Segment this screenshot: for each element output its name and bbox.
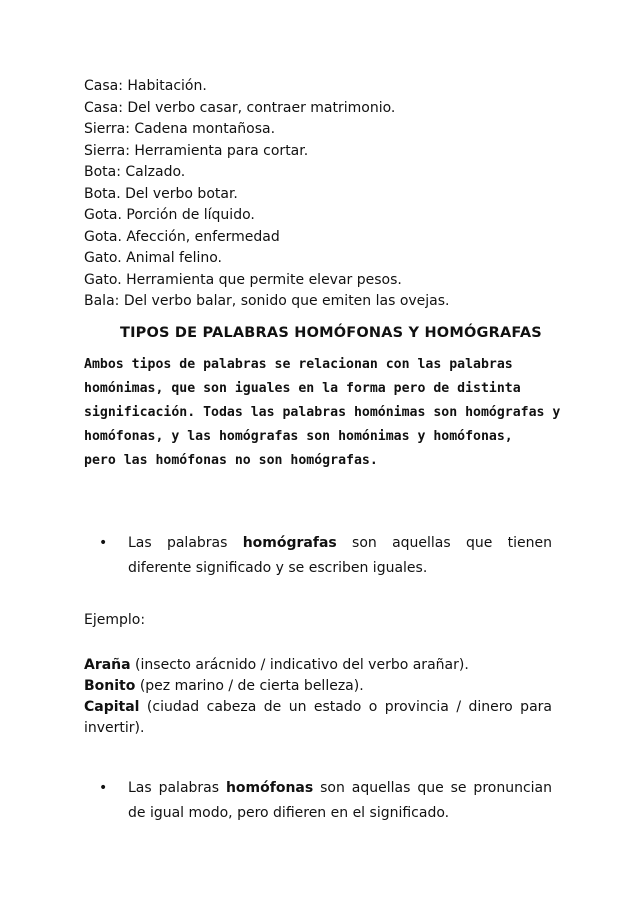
document-page — [84, 76, 561, 826]
example-item — [84, 697, 552, 739]
definition-line: Gota. Porción de líquido. — [84, 207, 255, 223]
example-text: (insecto arácnido / indicativo del verbo arañar). — [130, 656, 469, 673]
intro-line: significación. Todas las palabras homónimas son homógrafas y — [84, 404, 561, 420]
intro-line: pero las homófonas no son homógrafas. — [84, 452, 378, 468]
intro-line: Ambos tipos de palabras se relacionan con las palabras — [84, 356, 513, 372]
ejemplo-label: Ejemplo: — [84, 611, 146, 628]
intro-line: homónimas, que son iguales en la forma pero de distinta — [84, 380, 521, 396]
example-item — [84, 655, 552, 676]
bullet-term: homófonas — [225, 779, 314, 796]
bullet-homografas — [84, 531, 552, 581]
bullet-text-after: son aquellas que tienen diferente significado y se escriben iguales. — [128, 534, 552, 576]
example-word: Araña — [84, 656, 131, 673]
intro-line: homófonas, y las homógrafas son homónimas y homófonas, — [84, 428, 513, 444]
bullet-term: homógrafas — [242, 534, 337, 551]
definition-line: Bota: Calzado. — [84, 164, 186, 180]
definitions-list — [84, 76, 552, 313]
bullet-homofonas — [84, 776, 552, 826]
section-heading: TIPOS DE PALABRAS HOMÓFONAS Y HOMÓGRAFAS — [120, 324, 542, 341]
examples-list — [84, 655, 552, 739]
example-word: Capital — [84, 698, 140, 715]
definition-line: Casa: Del verbo casar, contraer matrimonio. — [84, 99, 396, 116]
definition-line: Bota. Del verbo botar. — [84, 185, 238, 202]
definition-line: Casa: Habitación. — [84, 78, 207, 94]
intro-paragraph — [84, 353, 561, 473]
example-text: (ciudad cabeza de un estado o provincia / dinero para invertir). — [84, 698, 552, 736]
definition-line: Sierra: Herramienta para cortar. — [84, 142, 309, 159]
example-text: (pez marino / de cierta belleza). — [135, 677, 364, 694]
definition-line: Gota. Afección, enfermedad — [84, 228, 280, 245]
bullet-icon: • — [99, 779, 108, 796]
definition-line: Gato. Animal felino. — [84, 250, 222, 266]
example-item — [84, 676, 552, 697]
bullet-icon: • — [99, 534, 108, 551]
bullet-text-before: Las palabras — [128, 534, 243, 551]
bullet-text-after: son aquellas que se pronuncian de igual modo, pero difieren en el significado. — [128, 779, 552, 821]
bullet-text-before: Las palabras — [128, 779, 226, 796]
example-word: Bonito — [84, 677, 136, 694]
definition-line: Gato. Herramienta que permite elevar pesos. — [84, 271, 402, 288]
definition-line: Sierra: Cadena montañosa. — [84, 121, 276, 137]
definition-line: Bala: Del verbo balar, sonido que emiten las ovejas. — [84, 293, 450, 309]
